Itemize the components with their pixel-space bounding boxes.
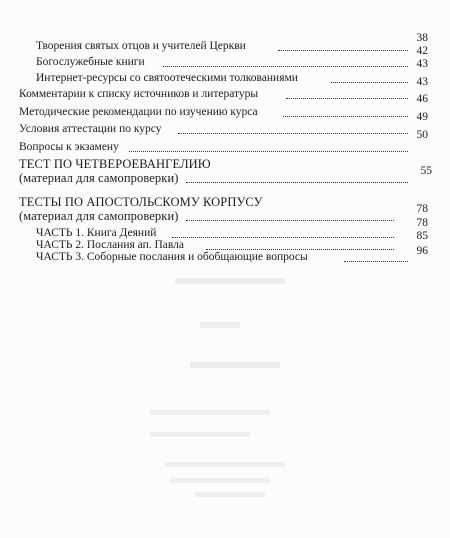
show-through-smudge [195, 492, 265, 497]
dot-leader [172, 235, 394, 238]
show-through-smudge [170, 478, 270, 483]
dot-leader [331, 80, 408, 83]
dot-leader [283, 114, 408, 117]
toc-entry-title: Творения святых отцов и учителей Церкви [36, 40, 246, 52]
dot-leader [278, 48, 408, 51]
dot-leader [286, 96, 408, 99]
toc-page-number: 49 [416, 111, 428, 123]
toc-section-subtitle: (материал для самопроверки) [19, 171, 179, 185]
toc-page-number: 78 [416, 203, 428, 215]
toc-page-number: 50 [416, 129, 428, 141]
toc-page-number: 43 [416, 58, 428, 70]
dot-leader [129, 149, 408, 152]
show-through-smudge [150, 410, 270, 415]
toc-page-number: 55 [420, 165, 432, 177]
toc-page-number: 42 [416, 45, 428, 57]
show-through-smudge [190, 362, 280, 368]
toc-page-number: 43 [416, 76, 428, 88]
toc-entry-title: Богослужебные книги [36, 56, 145, 68]
toc-page-number: 78 [416, 217, 428, 229]
toc-entry-title: Условия аттестации по курсу [19, 123, 162, 135]
toc-entry-title: Вопросы к экзамену [19, 141, 119, 153]
toc-section-subtitle: (материал для самопроверки) [19, 209, 179, 223]
dot-leader [178, 131, 408, 134]
toc-section-title: ТЕСТЫ ПО АПОСТОЛЬСКОМУ КОРПУСУ [19, 195, 263, 209]
dot-leader [206, 247, 394, 250]
toc-subentry-title: ЧАСТЬ 3. Соборные послания и обобщающие вопросы [36, 251, 308, 263]
toc-subentry-title: ЧАСТЬ 1. Книга Деяний [36, 227, 157, 239]
toc-entry-title: Интернет-ресурсы со святоотеческими толкованиями [36, 72, 298, 84]
toc-entry-title: Методические рекомендации по изучению курса [19, 106, 258, 118]
show-through-smudge [175, 278, 285, 284]
toc-page-number: 85 [416, 230, 428, 242]
show-through-smudge [200, 322, 240, 328]
dot-leader [186, 180, 408, 183]
show-through-smudge [165, 462, 285, 467]
toc-entry-title: Комментарии к списку источников и литературы [19, 88, 259, 100]
dot-leader [163, 64, 408, 67]
show-through-smudge [150, 432, 250, 437]
dot-leader [344, 259, 408, 262]
toc-page-number: 38 [416, 32, 428, 44]
toc-page-number: 46 [416, 93, 428, 105]
dot-leader [186, 218, 394, 221]
toc-page-number: 96 [416, 245, 428, 257]
toc-subentry-title: ЧАСТЬ 2. Послания ап. Павла [36, 239, 185, 251]
toc-section-title: ТЕСТ ПО ЧЕТВЕРОЕВАНГЕЛИЮ [19, 157, 211, 171]
